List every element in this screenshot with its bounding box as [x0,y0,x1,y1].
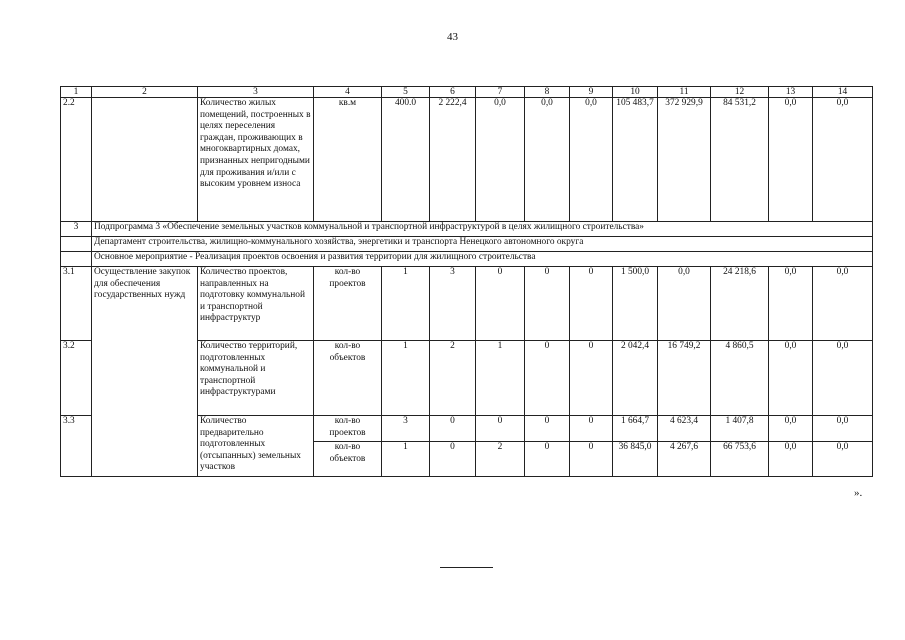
value-cell: 4 860,5 [711,341,769,416]
indicator-cell: Количество жилых помещений, построенных в целях переселения граждан, проживающих в многоквартирных домах, признанных непригодными для проживания и/или с высоким уровнем износа [198,98,314,222]
page-number: 43 [447,31,458,43]
value-cell: 1 [382,341,430,416]
value-cell: 4 267,6 [658,442,711,477]
value-cell: 2 042,4 [613,341,658,416]
value-cell: 0,0 [813,98,873,222]
value-cell: 1 664,7 [613,416,658,442]
empty-cell [61,252,92,267]
row-number: 2.2 [61,98,92,222]
header-cell: 13 [769,87,813,98]
header-cell: 14 [813,87,873,98]
value-cell: 0,0 [525,98,570,222]
header-cell: 9 [570,87,613,98]
value-cell: 2 [430,341,476,416]
unit-cell: кв.м [314,98,382,222]
row-number: 3.2 [61,341,92,416]
department-title: Департамент строительства, жилищно-коммунального хозяйства, энергетики и транспорта Ненецкого автономного округа [92,237,873,252]
value-cell: 36 845,0 [613,442,658,477]
value-cell: 0,0 [476,98,525,222]
header-cell: 6 [430,87,476,98]
unit-cell: кол-во объектов [314,341,382,416]
value-cell: 4 623,4 [658,416,711,442]
empty-cell [61,237,92,252]
closing-quote-mark: ». [854,487,863,499]
activity-title: Основное мероприятие - Реализация проектов освоения и развития территории для жилищного строительства [92,252,873,267]
header-cell: 4 [314,87,382,98]
header-cell: 7 [476,87,525,98]
footer-rule [440,567,493,568]
table-row [61,267,873,341]
value-cell: 0,0 [813,267,873,341]
value-cell: 0 [525,442,570,477]
unit-cell: кол-во проектов [314,416,382,442]
unit-cell: кол-во проектов [314,267,382,341]
subprogram-title: Подпрограмма 3 «Обеспечение земельных участков коммунальной и транспортной инфраструктурой в целях жилищного строительства» [92,222,873,237]
value-cell: 16 749,2 [658,341,711,416]
value-cell: 2 [476,442,525,477]
department-row [61,237,873,252]
value-cell: 1 [382,442,430,477]
indicator-cell: Количество проектов, направленных на подготовку коммунальной и транспортной инфраструктур [198,267,314,341]
value-cell: 0,0 [769,341,813,416]
row-number: 3 [61,222,92,237]
value-cell: 0 [570,442,613,477]
event-cell: Осуществление закупок для обеспечения государственных нужд [92,267,198,477]
value-cell: 0 [476,267,525,341]
value-cell: 0 [525,416,570,442]
value-cell: 1 500,0 [613,267,658,341]
value-cell: 0,0 [813,442,873,477]
value-cell: 0,0 [769,442,813,477]
value-cell: 400.0 [382,98,430,222]
value-cell: 1 [476,341,525,416]
value-cell: 3 [382,416,430,442]
value-cell: 0,0 [769,416,813,442]
header-cell: 12 [711,87,769,98]
value-cell: 2 222,4 [430,98,476,222]
value-cell: 0,0 [813,341,873,416]
activity-row [61,252,873,267]
value-cell: 0,0 [813,416,873,442]
row-number: 3.1 [61,267,92,341]
value-cell: 0,0 [769,98,813,222]
value-cell: 24 218,6 [711,267,769,341]
value-cell: 84 531,2 [711,98,769,222]
header-cell: 11 [658,87,711,98]
row-number: 3.3 [61,416,92,477]
indicator-cell: Количество предварительно подготовленных (отсыпанных) земельных участков [198,416,314,477]
value-cell: 0 [525,341,570,416]
header-cell: 2 [92,87,198,98]
program-table [60,86,873,477]
unit-cell: кол-во объектов [314,442,382,477]
value-cell: 0 [430,442,476,477]
value-cell: 0,0 [570,98,613,222]
value-cell: 0 [525,267,570,341]
value-cell: 1 407,8 [711,416,769,442]
value-cell: 66 753,6 [711,442,769,477]
value-cell: 0 [570,416,613,442]
header-cell: 5 [382,87,430,98]
indicator-cell: Количество территорий, подготовленных коммунальной и транспортной инфраструктурами [198,341,314,416]
column-number-row [61,87,873,98]
value-cell: 1 [382,267,430,341]
table-row [61,98,873,222]
event-cell [92,98,198,222]
value-cell: 3 [430,267,476,341]
value-cell: 0 [570,341,613,416]
subprogram-row [61,222,873,237]
header-cell: 3 [198,87,314,98]
value-cell: 0 [430,416,476,442]
value-cell: 372 929,9 [658,98,711,222]
value-cell: 0,0 [769,267,813,341]
value-cell: 0 [476,416,525,442]
header-cell: 8 [525,87,570,98]
header-cell: 10 [613,87,658,98]
header-cell: 1 [61,87,92,98]
value-cell: 0,0 [658,267,711,341]
value-cell: 0 [570,267,613,341]
value-cell: 105 483,7 [613,98,658,222]
